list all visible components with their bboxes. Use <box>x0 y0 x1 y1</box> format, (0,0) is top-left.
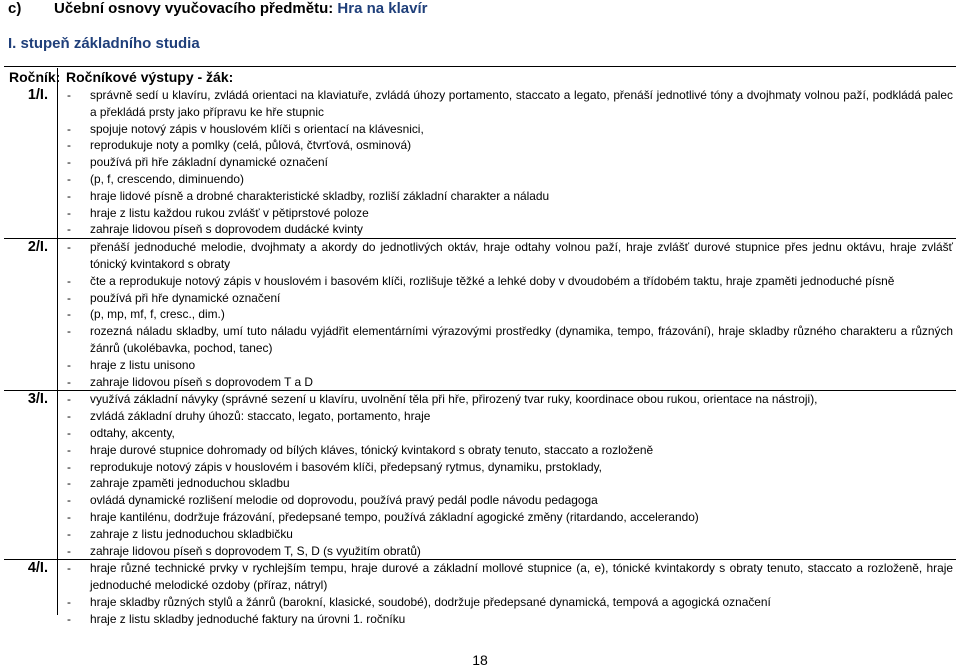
outcome-text: spojuje notový zápis v houslovém klíči s orientací na klávesnici, <box>90 121 424 136</box>
bullet-dash: - <box>67 392 71 407</box>
bullet-dash: - <box>67 88 71 102</box>
outcome-text: hraje z listu každou rukou zvlášť v pětiprstové poloze <box>90 205 369 220</box>
bullet-dash: - <box>67 374 71 389</box>
outcome-text: reprodukuje noty a pomlky (celá, půlová, čtvrťová, osminová) <box>90 138 412 153</box>
header-outcomes: Ročníkové výstupy - žák: <box>66 69 234 85</box>
outcome-item <box>58 611 956 628</box>
outcome-text: hraje skladby různých stylů a žánrů (barokní, klasické, soudobé), dodržuje předepsané dynamická, tempová a agogická označení <box>90 594 771 609</box>
grade-row <box>4 239 956 391</box>
outcome-text: ovládá dynamické rozlišení melodie od doprovodu, používá pravý pedál podle návodu pedagoga <box>90 493 598 508</box>
outcome-text: zahraje lidovou píseň s doprovodem T, S, D (s využitím obratů) <box>90 543 421 558</box>
bullet-dash: - <box>67 188 71 203</box>
outcome-item <box>58 560 956 594</box>
bullet-dash: - <box>67 171 71 186</box>
bullet-dash: - <box>67 205 71 220</box>
bullet-dash: - <box>67 307 71 322</box>
outcome-item <box>58 205 956 222</box>
bullet-dash: - <box>67 611 71 626</box>
bullet-dash: - <box>67 526 71 541</box>
table-header-row <box>4 68 956 87</box>
outcome-item <box>58 273 956 290</box>
section-letter: c) <box>8 0 22 17</box>
bullet-dash: - <box>67 509 71 524</box>
outcome-item <box>58 459 956 476</box>
outcome-item <box>58 323 956 357</box>
outcome-list <box>58 560 956 628</box>
outcome-text: zahraje zpaměti jednoduchou skladbu <box>90 476 290 491</box>
outcome-item <box>58 408 956 425</box>
bullet-dash: - <box>67 273 71 288</box>
bullet-dash: - <box>67 409 71 424</box>
outcome-item <box>58 509 956 526</box>
outcome-item <box>58 594 956 611</box>
grade-row <box>4 560 956 628</box>
bullet-dash: - <box>67 155 71 170</box>
bullet-dash: - <box>67 121 71 136</box>
bullet-dash: - <box>67 561 71 576</box>
outcome-item <box>58 374 956 391</box>
outcome-item <box>58 171 956 188</box>
title-subject: Hra na klavír <box>333 0 428 17</box>
outcome-text: reprodukuje notový zápis v houslovém i basovém klíči, předepsaný rytmus, dynamiku, prstoklady, <box>90 459 602 474</box>
outcome-text: (p, mp, mf, f, cresc., dim.) <box>90 307 225 322</box>
outcome-item <box>58 357 956 374</box>
outcome-text: zahraje lidovou píseň s doprovodem T a D <box>90 374 313 389</box>
outcome-text: hraje durové stupnice dohromady od bílých kláves, tónický kvintakord s obraty tenuto, staccato a rozloženě <box>90 442 654 457</box>
outcome-text: používá při hře dynamické označení <box>90 290 281 305</box>
grade-label: 2/I. <box>4 239 58 391</box>
document-title <box>54 0 427 18</box>
outcome-item <box>58 154 956 171</box>
bullet-dash: - <box>67 222 71 237</box>
page-number: 18 <box>472 652 488 668</box>
outcome-text: přenáší jednoduché melodie, dvojhmaty a akordy do jednotlivých oktáv, hraje odtahy volnou paží, hraje zvlášť durové stupnice přes jednu oktávu, hraje zvlášť tónický kvintakord s obraty <box>90 240 953 271</box>
grade-label: 1/I. <box>27 87 48 103</box>
outcome-item <box>58 475 956 492</box>
outcome-text: čte a reprodukuje notový zápis v houslovém i basovém klíči, rozlišuje těžké a lehké doby v dvoudobém a třídobém taktu, hraje zpaměti jednoduché písně <box>90 273 895 288</box>
outcome-item <box>58 239 956 273</box>
header-grade: Ročník: <box>9 69 61 85</box>
outcome-item <box>58 425 956 442</box>
table-top-rule <box>4 66 956 67</box>
title-label: Učební osnovy vyučovacího předmětu: <box>54 0 334 17</box>
bullet-dash: - <box>67 138 71 153</box>
outcome-item <box>58 526 956 543</box>
outcome-text: správně sedí u klavíru, zvládá orientaci na klaviatuře, zvládá úhozy portamento, staccato a legato, přenáší jednotlivé tóny a dvojhmaty volnou paží, podkládá palec a překládá prsty jako přípravu ke hře stupnic <box>90 88 953 119</box>
outcome-item <box>58 87 956 121</box>
grade-row <box>4 87 956 239</box>
outcome-list <box>58 87 956 239</box>
outcome-item <box>58 492 956 509</box>
bullet-dash: - <box>67 594 71 609</box>
outcome-item <box>58 306 956 323</box>
outcome-text: hraje lidové písně a drobné charakteristické skladby, rozliší základní charakter a náladu <box>90 188 550 203</box>
bullet-dash: - <box>67 459 71 474</box>
outcome-text: používá při hře základní dynamické označení <box>90 155 328 170</box>
outcome-text: odtahy, akcenty, <box>90 425 175 440</box>
grade-label: 3/I. <box>4 391 58 560</box>
curriculum-table <box>4 68 956 628</box>
outcome-text: hraje kantilénu, dodržuje frázování, předepsané tempo, používá základní agogické změny (ritardando, accelerando) <box>90 509 699 524</box>
outcome-item <box>58 188 956 205</box>
outcome-text: zahraje z listu jednoduchou skladbičku <box>90 526 293 541</box>
bullet-dash: - <box>67 324 71 339</box>
bullet-dash: - <box>67 543 71 558</box>
outcome-text: využívá základní návyky (správné sezení u klavíru, uvolnění těla při hře, přirozený tvar ruky, koordinace obou rukou, orientace na nástroji), <box>90 392 818 407</box>
outcome-text: hraje z listu unisono <box>90 357 196 372</box>
outcome-item <box>58 290 956 307</box>
document-subtitle: I. stupeň základního studia <box>8 35 200 52</box>
outcome-item <box>58 442 956 459</box>
outcome-text: (p, f, crescendo, diminuendo) <box>90 171 244 186</box>
outcome-text: zahraje lidovou píseň s doprovodem dudácké kvinty <box>90 222 363 237</box>
bullet-dash: - <box>67 240 71 255</box>
outcome-text: hraje různé technické prvky v rychlejším tempu, hraje durové a základní mollové stupnice (a, e), tónické kvintakordy s obraty tenuto, staccato a rozloženě, hraje jednoduché melodické ozdoby (příraz, nátryl) <box>90 561 953 593</box>
bullet-dash: - <box>67 425 71 440</box>
outcome-text: zvládá základní druhy úhozů: staccato, legato, portamento, hraje <box>90 409 431 424</box>
bullet-dash: - <box>67 476 71 491</box>
grade-row <box>4 391 956 560</box>
outcome-list <box>58 239 956 391</box>
outcome-item <box>58 221 956 238</box>
grade-label: 4/I. <box>4 560 58 628</box>
table-body <box>4 87 956 628</box>
outcome-item <box>58 137 956 154</box>
outcome-item <box>58 391 956 408</box>
outcome-item <box>58 543 956 560</box>
bullet-dash: - <box>67 442 71 457</box>
outcome-list <box>58 391 956 560</box>
outcome-text: rozezná náladu skladby, umí tuto náladu vyjádřit elementárními výrazovými prostředky (dynamika, tempo, frázování), hraje skladby různého charakteru a různých žánrů (ukolébavka, pochod, tanec) <box>90 324 953 355</box>
outcome-text: hraje z listu skladby jednoduché faktury na úrovni 1. ročníku <box>90 611 406 626</box>
bullet-dash: - <box>67 290 71 305</box>
outcome-item <box>58 121 956 138</box>
bullet-dash: - <box>67 493 71 508</box>
bullet-dash: - <box>67 357 71 372</box>
